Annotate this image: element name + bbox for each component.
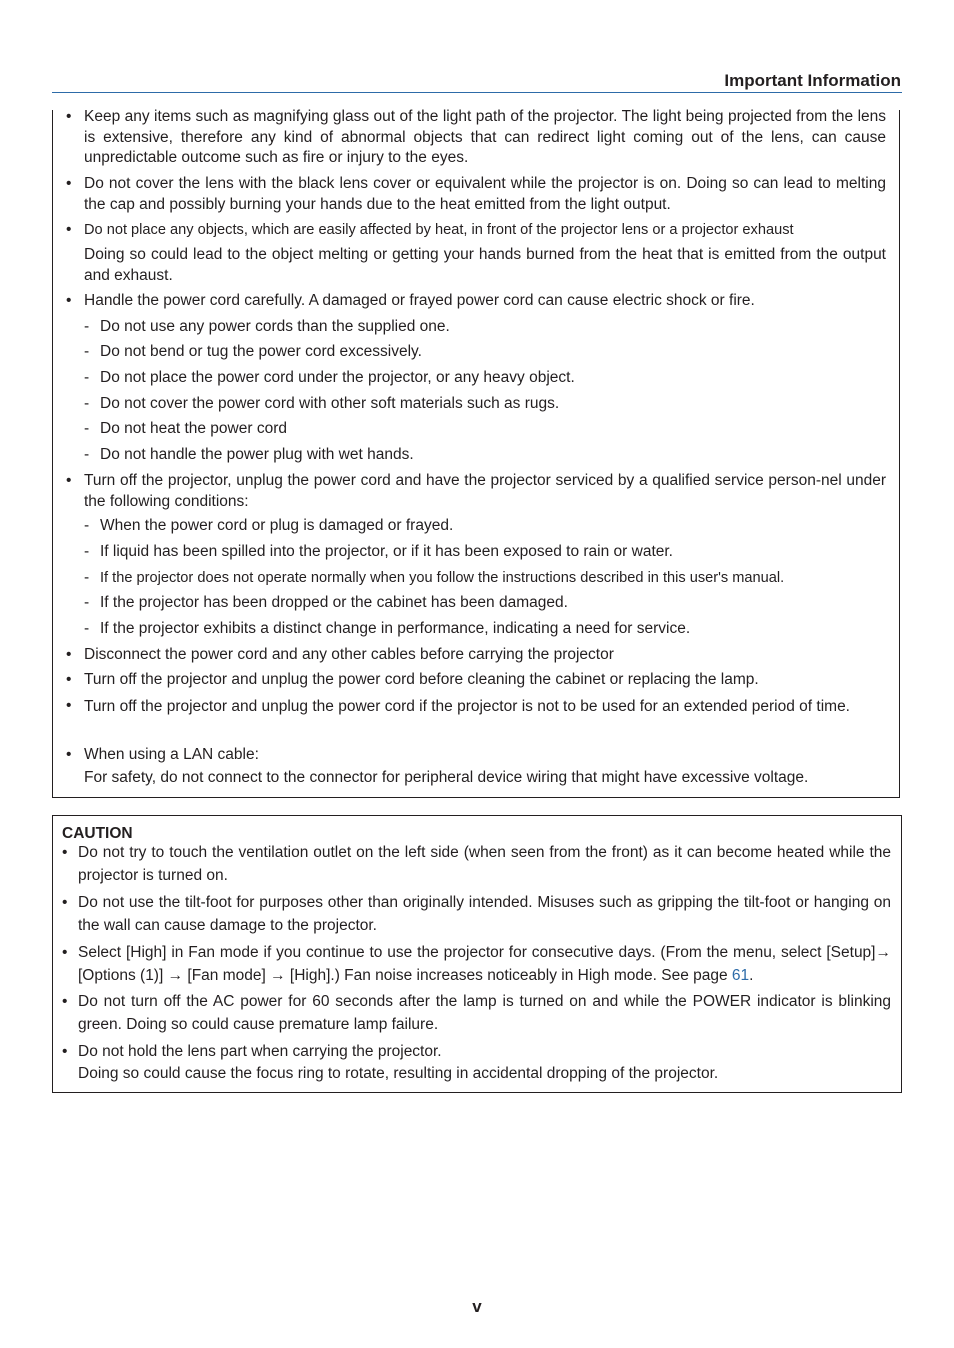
page-header-title: Important Information: [724, 71, 901, 90]
bullet-icon: •: [62, 1043, 68, 1060]
dash-icon: -: [84, 369, 90, 386]
list-item-text: Turn off the projector and unplug the power cord before cleaning the cabinet or replacing the lamp.: [84, 671, 759, 688]
caution-item-text-end: .: [749, 966, 754, 984]
bullet-icon: •: [66, 746, 72, 763]
bullet-icon: •: [66, 175, 72, 192]
dash-icon: -: [84, 620, 90, 637]
list-item-text: When using a LAN cable:: [84, 746, 259, 763]
caution-item-text: Do not hold the lens part when carrying the projector.: [78, 1043, 442, 1060]
dash-icon: -: [84, 543, 90, 560]
caution-item-text: Do not use the tilt-foot for purposes other than originally intended. Misuses such as gripping the tilt-foot or hanging on the wall can cause damage to the projector.: [78, 894, 891, 934]
list-item-text: Disconnect the power cord and any other cables before carrying the projector: [84, 646, 614, 663]
sub-list-item-text: If liquid has been spilled into the projector, or if it has been exposed to rain or water.: [100, 543, 673, 560]
header-rule: [52, 92, 902, 93]
bullet-icon: •: [62, 944, 68, 961]
caution-item-text-main: Select [High] in Fan mode if you continue to use the projector for consecutive days. (From the menu, select [Setup]→ [Options (1)] → [Fan mode] → [High].) Fan noise increases noticeably in High mode. See page: [78, 944, 891, 984]
safety-list-box: [52, 110, 900, 798]
caution-item-text: Do not try to touch the ventilation outlet on the left side (when seen from the front) as it can become heated while the projector is turned on.: [78, 844, 891, 884]
list-item-text: For safety, do not connect to the connector for peripheral device wiring that might have excessive voltage.: [84, 769, 809, 786]
dash-icon: -: [84, 569, 90, 586]
bullet-icon: •: [66, 221, 72, 238]
bullet-icon: •: [66, 292, 72, 309]
dash-icon: -: [84, 420, 90, 437]
page-link[interactable]: 61: [731, 966, 750, 984]
bullet-icon: •: [66, 472, 72, 489]
sub-list-item-text: Do not use any power cords than the supplied one.: [100, 318, 450, 335]
sub-list-item-text: Do not handle the power plug with wet hands.: [100, 446, 414, 463]
list-item-text: Keep any items such as magnifying glass out of the light path of the projector. The light being projected from the lens is extensive, therefore any kind of abnormal objects that can redirect light coming out of the lens, can cause unpredictable outcome such as fire or injury to the eyes.: [84, 108, 886, 167]
list-item-text: Handle the power cord carefully. A damaged or frayed power cord can cause electric shock or fire.: [84, 292, 755, 309]
sub-list-item-text: When the power cord or plug is damaged or frayed.: [100, 517, 454, 534]
sub-list-item-text: Do not cover the power cord with other soft materials such as rugs.: [100, 395, 560, 412]
caution-box: [52, 815, 902, 1093]
list-item-text: Doing so could lead to the object melting or getting your hands burned from the heat that is emitted from the output and exhaust.: [84, 246, 886, 284]
bullet-icon: •: [66, 697, 72, 714]
sub-list-item-text: Do not place the power cord under the projector, or any heavy object.: [100, 369, 575, 386]
bullet-icon: •: [62, 844, 68, 861]
dash-icon: -: [84, 594, 90, 611]
list-item-text: Do not cover the lens with the black lens cover or equivalent while the projector is on. Doing so can lead to melting the cap and possibly burning your hands due to the heat emitted from the light output.: [84, 175, 886, 213]
caution-item-text: [78, 942, 891, 987]
list-item-text: Turn off the projector and unplug the power cord if the projector is not to be used for an extended period of time.: [84, 698, 850, 715]
page-number: v: [472, 1297, 482, 1316]
caution-item-text: Do not turn off the AC power for 60 seconds after the lamp is turned on and while the POWER indicator is blinking green. Doing so could cause premature lamp failure.: [78, 993, 891, 1033]
caution-item-text: Doing so could cause the focus ring to rotate, resulting in accidental dropping of the projector.: [78, 1065, 719, 1082]
sub-list-item-text: If the projector has been dropped or the cabinet has been damaged.: [100, 594, 568, 611]
list-item-text: Turn off the projector, unplug the power cord and have the projector serviced by a qualified service person-nel under the following conditions:: [84, 472, 886, 510]
bullet-icon: •: [62, 993, 68, 1010]
dash-icon: -: [84, 395, 90, 412]
caution-title: CAUTION: [62, 825, 133, 842]
sub-list-item-text: If the projector does not operate normally when you follow the instructions described in this user's manual.: [100, 570, 785, 586]
bullet-icon: •: [66, 108, 72, 125]
sub-list-item-text: Do not heat the power cord: [100, 420, 287, 437]
dash-icon: -: [84, 343, 90, 360]
sub-list-item-text: Do not bend or tug the power cord excessively.: [100, 343, 422, 360]
list-item-text: Do not place any objects, which are easily affected by heat, in front of the projector lens or a projector exhaust: [84, 222, 794, 238]
bullet-icon: •: [66, 671, 72, 688]
dash-icon: -: [84, 318, 90, 335]
dash-icon: -: [84, 446, 90, 463]
bullet-icon: •: [66, 646, 72, 663]
sub-list-item-text: If the projector exhibits a distinct change in performance, indicating a need for service.: [100, 620, 691, 637]
dash-icon: -: [84, 517, 90, 534]
bullet-icon: •: [62, 894, 68, 911]
